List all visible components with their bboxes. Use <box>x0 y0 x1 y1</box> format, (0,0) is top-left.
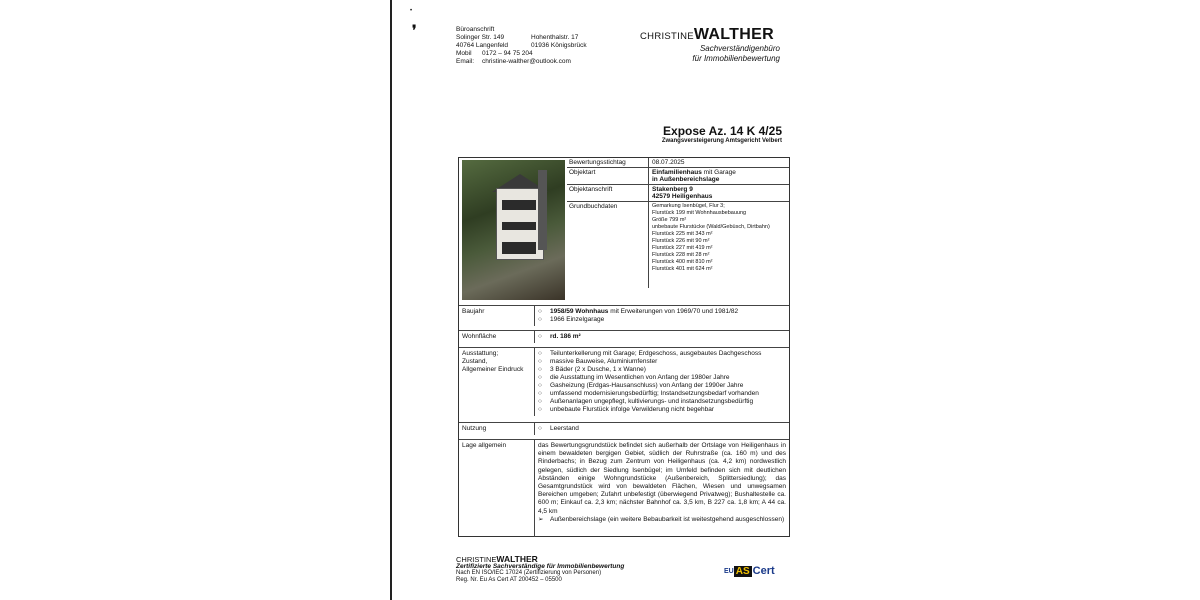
row-key: Lage allgemein <box>459 440 535 537</box>
mobile-number: 0172 – 94 75 204 <box>482 50 533 57</box>
address-row <box>456 42 636 50</box>
contact-block <box>456 26 636 66</box>
row-value <box>649 185 789 201</box>
item-text: Außenanlagen ungepflegt, kultivierungs- und instandsetzungsbedürftig <box>550 398 754 405</box>
row-value <box>535 348 789 416</box>
row-key <box>459 348 535 416</box>
key-line: Zustand, <box>462 358 488 365</box>
grundbuch-line: Flurstück 401 mit 624 m² <box>652 266 713 272</box>
row-key: Baujahr <box>459 306 535 326</box>
margin-mark: • <box>410 8 413 14</box>
row-key: Wohnfläche <box>459 331 535 343</box>
list-item: ○ Außenanlagen ungepflegt, kultivierungs- und instandsetzungsbedürftig <box>538 398 754 405</box>
list-item: ○ umfassend modernisierungsbedürftig; Instandsetzungsbedarf vorhanden <box>538 390 759 397</box>
property-table <box>458 157 790 537</box>
item-text: mit Erweiterungen von 1969/70 und 1981/82 <box>608 308 739 315</box>
item-text: 1966 Einzelgarage <box>550 316 605 323</box>
brand-subtitle-1: Sachverständigenbüro <box>699 44 780 53</box>
object-type: Einfamilienhaus <box>652 169 702 176</box>
logo-cert: Cert <box>752 565 775 577</box>
list-item: ○ 1958/59 Wohnhaus mit Erweiterungen von 1969/70 und 1981/82 <box>538 308 739 315</box>
item-text: Leerstand <box>550 425 579 432</box>
address-row <box>456 34 636 42</box>
baujahr-row <box>459 305 789 326</box>
brand-last: WALTHER <box>693 26 774 43</box>
item-text: umfassend modernisierungsbedürftig; Instandsetzungsbedarf vorhanden <box>550 390 759 397</box>
list-item: ○ Leerstand <box>538 425 579 432</box>
footer-brand <box>456 556 624 563</box>
expose-heading <box>662 124 782 144</box>
row-value <box>535 423 789 435</box>
row-value <box>535 306 789 326</box>
grundbuch-line: unbebaute Flurstücke (Wald/Gebüsch, Dirtbahn) <box>652 224 770 230</box>
brand-subtitle-2: für Immobilienbewertung <box>692 54 780 63</box>
list-item: ○ Gasheizung (Erdgas-Hausanschluss) von Anfang der 1990er Jahre <box>538 382 744 389</box>
object-location: in Außenbereichslage <box>652 176 720 183</box>
item-text: rd. 186 m² <box>550 333 581 340</box>
address-2: Hohenthalstr. 17 <box>531 34 579 41</box>
brand-first: CHRISTINE <box>640 31 694 42</box>
expose-subtitle: Zwangsversteigerung Amtsgericht Velbert <box>661 138 782 144</box>
grundbuch-line: Größe 799 m² <box>652 217 687 223</box>
list-item: ○ Teilunterkellerung mit Garage; Erdgeschoss, ausgebautes Dachgeschoss <box>538 350 762 357</box>
object-type-rest: mit Garage <box>701 169 736 176</box>
row-value <box>535 440 789 537</box>
summary-grid <box>567 158 789 288</box>
key-line: Ausstattung; <box>462 350 499 357</box>
list-item: ○ massive Bauweise, Aluminiumfenster <box>538 358 658 365</box>
eu-as-cert-logo <box>724 565 775 577</box>
list-item: ○ die Ausstattung im Wesentlichen von Anfang der 1980er Jahre <box>538 374 730 381</box>
table-row <box>567 168 789 185</box>
table-row <box>567 158 789 168</box>
item-text: Außenbereichslage (ein weitere Bebaubarkeit ist weitestgehend ausgeschlossen) <box>550 515 785 523</box>
office-label: Büroanschrift <box>456 26 495 33</box>
grundbuch-line: Gemarkung Isenbügel, Flur 3; <box>652 203 725 209</box>
grundbuch-line: Flurstück 226 mit 90 m² <box>652 238 710 244</box>
email-address[interactable]: christine-walther@outlook.com <box>482 58 571 65</box>
ausstattung-row <box>459 347 789 416</box>
email-label: Email: <box>456 58 475 65</box>
city-1: 40764 Langenfeld <box>456 42 509 49</box>
expose-title: Expose Az. 14 K 4/25 <box>663 124 782 138</box>
mobile-row <box>456 50 636 58</box>
city-2: 01936 Königsbrück <box>531 42 587 49</box>
grundbuch-line: Flurstück 228 mit 28 m² <box>652 252 710 258</box>
row-value <box>535 331 789 343</box>
row-value: 08.07.2025 <box>652 159 685 166</box>
list-item: ➢ Außenbereichslage (ein weitere Bebaubarkeit ist weitestgehend ausgeschlossen) <box>538 515 785 523</box>
grundbuch-line: Flurstück 227 mit 419 m² <box>652 245 713 251</box>
footer-registration: Reg. Nr. Eu As Cert AT 200452 – 05500 <box>456 577 562 583</box>
list-item: ○ 3 Bäder (2 x Dusche, 1 x Wanne) <box>538 366 646 373</box>
house-photo <box>462 160 565 300</box>
footer-last: WALTHER <box>496 554 538 564</box>
grundbuch-line: Flurstück 199 mit Wohnhausbebauung <box>652 210 747 216</box>
wohnflaeche-row <box>459 330 789 343</box>
row-key: Nutzung <box>459 423 535 435</box>
key-line: Allgemeiner Eindruck <box>462 366 524 373</box>
email-row <box>456 58 636 66</box>
list-item: ○ rd. 186 m² <box>538 333 581 340</box>
brand-block <box>640 26 780 64</box>
item-text: massive Bauweise, Aluminiumfenster <box>550 358 658 365</box>
item-text: die Ausstattung im Wesentlichen von Anfang der 1980er Jahre <box>550 374 730 381</box>
footer <box>456 556 624 584</box>
list-item: ○ 1966 Einzelgarage <box>538 316 605 323</box>
item-text: unbebaute Flurstück infolge Verwilderung nicht begehbar <box>550 406 715 413</box>
brand-name <box>640 26 780 44</box>
row-key: Objektart <box>567 168 649 184</box>
grundbuch-line: Flurstück 225 mit 343 m² <box>652 231 713 237</box>
address-1: Solinger Str. 149 <box>456 34 505 41</box>
grundbuch-list <box>649 202 789 288</box>
nutzung-row <box>459 422 789 435</box>
footer-certification: Zertifizierte Sachverständige für Immobilienbewertung <box>456 563 625 570</box>
item-bold: 1958/59 Wohnhaus <box>550 308 609 315</box>
item-text: 3 Bäder (2 x Dusche, 1 x Wanne) <box>550 366 646 373</box>
footer-first: CHRISTINE <box>456 555 497 564</box>
row-key: Objektanschrift <box>567 185 649 201</box>
row-key: Grundbuchdaten <box>567 202 649 288</box>
table-row <box>567 185 789 202</box>
logo-as: AS <box>735 565 750 577</box>
city: 42579 Heiligenhaus <box>652 193 713 200</box>
grundbuch-line: Flurstück 400 mit 810 m² <box>652 259 713 265</box>
row-key: Bewertungsstichtag <box>567 158 649 167</box>
mobile-label: Mobil <box>456 50 472 57</box>
row-value <box>649 168 789 184</box>
table-row <box>567 202 789 288</box>
binder-mark: ❜ <box>412 22 417 38</box>
lage-row <box>459 439 789 537</box>
document-page <box>390 0 812 600</box>
footer-standard: Nach EN ISO/IEC 17024 (Zertifizierung von Personen) <box>456 570 602 576</box>
lage-text: das Bewertungsgrundstück befindet sich außerhalb der Ortslage von Heiligenhaus in einem bewaldeten bergigen Gebiet, südlich der Ruhrstraße (ca. 160 m) und des Rinderbachs; in Bezug zum Zentrum von Heiligenhaus (ca. 4,2 km) nordwestlich gelegen, südlich der Siedlung Isenbügel; im Umfeld befinden sich mit deutlichen Abständen einige Wohngrundstücke (Außenbereich, Splittersiedlung); das Gesamtgrundstück wird von bewaldeten Flächen, Wiesen und unwegsamen Bereichen umgeben; Zufahrt unbefestigt (überwiegend Privatweg); Bushaltestelle ca. 600 m; Einkauf ca. 2,3 km; nächster Bahnhof ca. 3,5 km, B 227 ca. 1,8 km; A 44 ca. 4,5 km <box>538 442 786 515</box>
item-text: Gasheizung (Erdgas-Hausanschluss) von Anfang der 1990er Jahre <box>550 382 744 389</box>
list-item: ○ unbebaute Flurstück infolge Verwilderung nicht begehbar <box>538 406 715 413</box>
item-text: Teilunterkellerung mit Garage; Erdgeschoss, ausgebautes Dachgeschoss <box>550 350 762 357</box>
street: Stakenberg 9 <box>652 186 693 193</box>
logo-eu: EU <box>724 567 734 575</box>
